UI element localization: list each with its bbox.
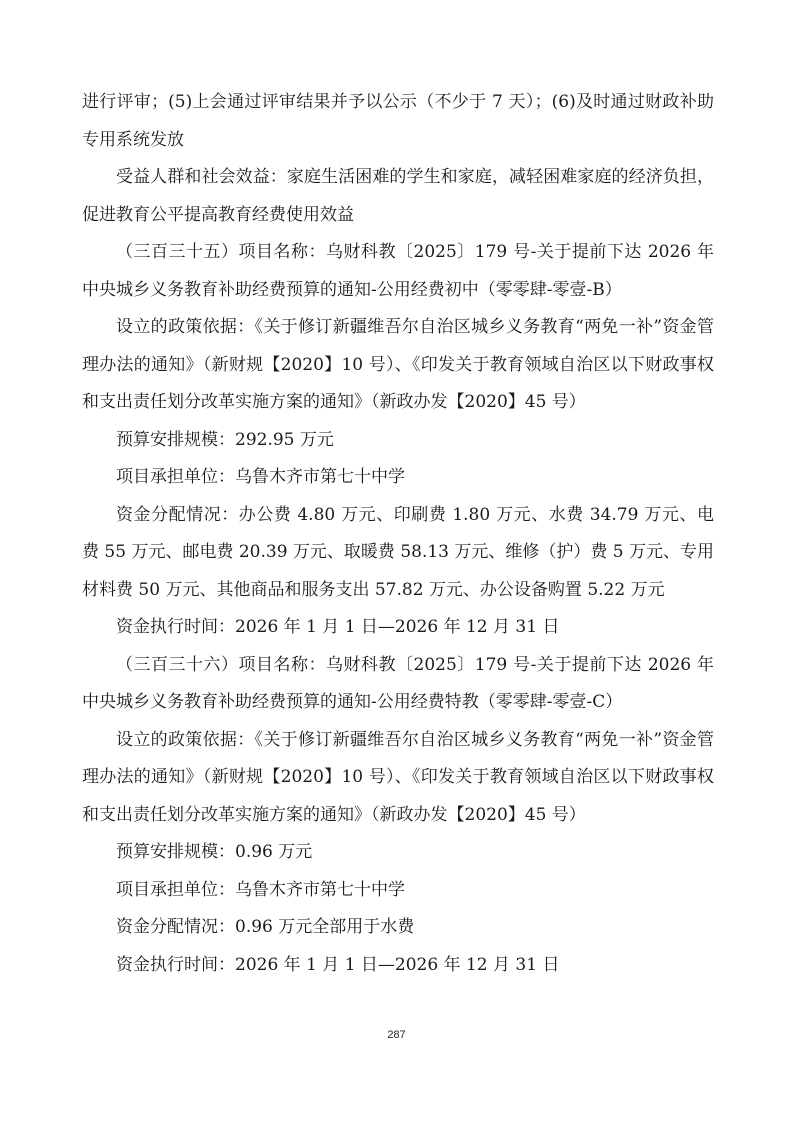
paragraph-project-336-period: 资金执行时间：2026 年 1 月 1 日—2026 年 12 月 31 日 <box>116 954 560 975</box>
paragraph-project-336-title: （三百三十六）项目名称：乌财科教〔2025〕179 号-关于提前下达 2026 年中央城乡义务教育补助经费预算的通知-公用经费特教（零零肆-零壹-C） <box>82 654 714 712</box>
page-number: 287 <box>387 1029 406 1041</box>
body-text <box>82 84 714 984</box>
paragraph-project-335-allocation: 资金分配情况：办公费 4.80 万元、印刷费 1.80 万元、水费 34.79 万元、电费 55 万元、邮电费 20.39 万元、取暖费 58.13 万元、维修（护）费 5 万元、专用材料费 50 万元、其他商品和服务支出 57.82 万元、办公设备购置 5.22 万元 <box>82 504 715 600</box>
paragraph-project-336-budget: 预算安排规模：0.96 万元 <box>116 842 313 862</box>
paragraph-project-335-budget: 预算安排规模：292.95 万元 <box>116 429 334 450</box>
paragraph-review-steps: 进行评审；(5)上会通过评审结果并予以公示（不少于 7 天）；(6)及时通过财政补助专用系统发放 <box>82 92 714 150</box>
paragraph-project-335-period: 资金执行时间：2026 年 1 月 1 日—2026 年 12 月 31 日 <box>116 617 560 637</box>
paragraph-project-335-policy: 设立的政策依据：《关于修订新疆维吾尔自治区城乡义务教育“两免一补”资金管理办法的通知》（新财规【2020】10 号）、《印发关于教育领域自治区以下财政事权和支出责任划分改革实施方案的通知》（新政办发【2020】45 号） <box>82 317 714 412</box>
paragraph-project-336-policy: 设立的政策依据：《关于修订新疆维吾尔自治区城乡义务教育“两免一补”资金管理办法的通知》（新财规【2020】10 号）、《印发关于教育领域自治区以下财政事权和支出责任划分改革实施方案的通知》（新政办发【2020】45 号） <box>82 729 714 825</box>
paragraph-project-335-title: （三百三十五）项目名称：乌财科教〔2025〕179 号-关于提前下达 2026 年中央城乡义务教育补助经费预算的通知-公用经费初中（零零肆-零壹-B） <box>82 242 714 300</box>
paragraph-beneficiaries: 受益人群和社会效益：家庭生活困难的学生和家庭，减轻困难家庭的经济负担，促进教育公平提高教育经费使用效益 <box>82 167 714 225</box>
paragraph-project-336-unit: 项目承担单位：乌鲁木齐市第七十中学 <box>116 879 405 900</box>
paragraph-project-335-unit: 项目承担单位：乌鲁木齐市第七十中学 <box>116 467 405 487</box>
paragraph-project-336-allocation: 资金分配情况：0.96 万元全部用于水费 <box>116 917 415 937</box>
